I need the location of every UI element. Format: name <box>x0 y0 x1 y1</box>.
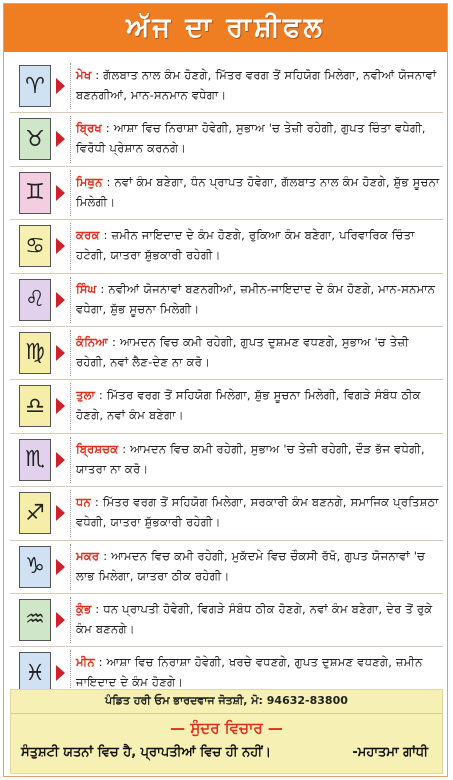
forecast-text: ਆਸ਼ਾ ਵਿਚ ਨਿਰਾਸ਼ਾ ਹੋਵੇਗੀ, ਸੁਭਾਅ 'ਚ ਤੇਜ਼ੀ ਰਹੇਗੀ, ਗੁਪਤ ਚਿੰਤਾ ਵਧੇਗੀ, ਵਿਰੋਧੀ ਪ੍ਰੇਸ਼ਾਨ ਕਰਨਗੇ। <box>76 121 426 156</box>
dotted-divider <box>70 544 71 590</box>
sign-row <box>10 327 443 380</box>
goat-icon: ♑ <box>19 546 51 588</box>
pointer-arrow-icon <box>56 665 65 681</box>
sign-row <box>10 541 443 594</box>
horoscope-panel <box>3 3 448 777</box>
sign-name: ਸਿੰਘ <box>76 281 97 296</box>
sign-name: ਮਕਰ <box>76 548 100 563</box>
page-title: ਅੱਜ ਦਾ ਰਾਸ਼ੀਫਲ <box>126 12 325 43</box>
name-separator: : <box>99 548 112 563</box>
thought-title: — ਸੁੰਦਰ ਵਿਚਾਰ — <box>170 719 283 737</box>
sign-forecast <box>76 546 441 586</box>
name-separator: : <box>94 655 107 670</box>
ram-icon: ♈ <box>19 65 51 107</box>
thought-quote: ਸੰਤੁਸ਼ਟੀ ਯਤਨਾਂ ਵਿਚ ਹੈ, ਪ੍ਰਾਪਤੀਆਂ ਵਿਚ ਹੀ ਨਹੀਂ। <box>21 745 271 760</box>
dotted-divider <box>70 383 71 429</box>
sign-row <box>10 487 443 540</box>
name-separator: : <box>91 68 104 82</box>
name-separator: : <box>118 441 131 456</box>
dotted-divider <box>70 597 71 643</box>
sign-forecast <box>76 492 441 532</box>
pointer-arrow-icon <box>56 612 65 628</box>
dotted-divider <box>70 63 71 109</box>
dotted-divider <box>70 490 71 536</box>
sign-name: ਮੇਖ <box>76 68 92 82</box>
footer-divider <box>11 713 442 714</box>
pointer-arrow-icon <box>56 559 65 575</box>
twins-icon: ♊ <box>19 172 51 214</box>
forecast-text: ਆਮਦਨ ਵਿਚ ਕਮੀ ਰਹੇਗੀ, ਮੁਕੱਦਮੇ ਵਿਚ ਚੌਕਸੀ ਰੱਖੋ, ਗੁਪਤ ਯੋਜਨਾਵਾਂ 'ਚ ਲਾਭ ਮਿਲੇਗਾ, ਯਾਤਰਾ ਠੀਕ ਰਹੇਗੀ। <box>76 548 426 583</box>
dotted-divider <box>70 277 71 323</box>
dotted-divider <box>70 330 71 376</box>
sign-row <box>10 220 443 273</box>
name-separator: : <box>108 334 120 349</box>
crab-icon: ♋ <box>19 225 51 267</box>
bull-icon: ♉ <box>19 118 51 160</box>
sign-row <box>10 167 443 220</box>
sign-name: ਤੁਲਾ <box>76 388 95 403</box>
forecast-text: ਮਿੱਤਰ ਵਰਗ ਤੋਂ ਸਹਿਯੋਗ ਮਿਲੇਗਾ, ਸ਼ੁੱਭ ਸੂਚਨਾ ਮਿਲੇਗੀ, ਵਿਗੜੇ ਸੰਬੰਧ ਠੀਕ ਹੋਣਗੇ, ਨਵਾਂ ਕੰਮ ਬਣੇਗਾ। <box>76 388 421 423</box>
sign-row <box>10 60 443 113</box>
sign-row <box>10 434 443 487</box>
sign-row <box>10 594 443 647</box>
fish-icon: ♓ <box>19 652 51 694</box>
sign-row <box>10 274 443 327</box>
sign-forecast <box>76 65 441 105</box>
dotted-divider <box>70 437 71 483</box>
name-separator: : <box>94 388 107 403</box>
pointer-arrow-icon <box>56 452 65 468</box>
sign-row <box>10 113 443 166</box>
sign-list <box>10 60 443 701</box>
forecast-text: ਆਮਦਨ ਵਿਚ ਕਮੀ ਰਹੇਗੀ, ਗੁਪਤ ਦੁਸ਼ਮਣ ਵਧਣਗੇ, ਸੁਭਾਅ 'ਚ ਤੇਜ਼ੀ ਰਹੇਗੀ, ਨਵਾਂ ਲੈਣ-ਦੇਣ ਨਾ ਕਰੋ। <box>76 334 409 369</box>
pointer-arrow-icon <box>56 505 65 521</box>
sign-forecast <box>76 225 441 265</box>
pointer-arrow-icon <box>56 185 65 201</box>
sign-name: ਬ੍ਰਿਸ਼ਚਕ <box>76 441 119 456</box>
name-separator: : <box>91 601 104 616</box>
forecast-text: ਨਵਾਂ ਕੰਮ ਬਣੇਗਾ, ਧੰਨ ਪ੍ਰਾਪਤ ਹੋਵੇਗਾ, ਗੱਲਬਾਤ ਨਾਲ ਕੰਮ ਹੋਣਗੇ, ਸ਼ੁੱਭ ਸੂਚਨਾ ਮਿਲੇਗੀ। <box>76 174 440 209</box>
astrologer-credit: ਪੰਡਿਤ ਹਰੀ ਓਮ ਭਾਰਦਵਾਜ ਜੋਤਸ਼ੀ, ਮੋ: 94632-83800 <box>105 694 348 707</box>
forecast-text: ਆਸ਼ਾ ਵਿਚ ਨਿਰਾਸ਼ਾ ਹੋਵੇਗੀ, ਖਰਚੇ ਵਧਣਗੇ, ਗੁਪਤ ਦੁਸ਼ਮਣ ਵਧਣਗੇ, ਜ਼ਮੀਨ ਜਾਇਦਾਦ ਦੇ ਕੰਮ ਹੋਣਗੇ। <box>76 655 423 690</box>
footer-box <box>10 689 443 774</box>
dotted-divider <box>70 223 71 269</box>
scorpion-icon: ♏ <box>19 439 51 481</box>
sign-name: ਮਿਥੁਨ <box>76 174 103 189</box>
name-separator: : <box>99 228 112 243</box>
pointer-arrow-icon <box>56 345 65 361</box>
thought-author: -ਮਹਾਤਮਾ ਗਾਂਧੀ <box>352 745 428 760</box>
pointer-arrow-icon <box>56 398 65 414</box>
sign-forecast <box>76 385 441 425</box>
name-separator: : <box>90 495 103 510</box>
sign-forecast <box>76 172 441 212</box>
sign-name: ਕਰਕ <box>76 228 100 243</box>
header-banner <box>4 4 447 52</box>
forecast-text: ਜ਼ਮੀਨ ਜਾਇਦਾਦ ਦੇ ਕੰਮ ਹੋਣਗੇ, ਰੁਕਿਆ ਕੰਮ ਬਣੇਗਾ, ਪਰਿਵਾਰਿਕ ਚਿੰਤਾ ਹਟੇਗੀ, ਯਾਤਰਾ ਸ਼ੁੱਭਕਾਰੀ ਰਹੇਗੀ। <box>76 228 415 263</box>
sign-forecast <box>76 118 441 158</box>
pointer-arrow-icon <box>56 78 65 94</box>
forecast-text: ਧਨ ਪ੍ਰਾਪਤੀ ਹੋਵੇਗੀ, ਵਿਗੜੇ ਸੰਬੰਧ ਠੀਕ ਹੋਣਗੇ, ਨਵਾਂ ਕੰਮ ਬਣੇਗਾ, ਦੇਰ ਤੋਂ ਰੁਕੇ ਕੰਮ ਬਣਨਗੇ। <box>76 601 433 636</box>
sign-forecast <box>76 439 441 479</box>
name-separator: : <box>101 121 114 136</box>
pointer-arrow-icon <box>56 131 65 147</box>
forecast-text: ਮਿੱਤਰ ਵਰਗ ਤੋਂ ਸਹਿਯੋਗ ਮਿਲੇਗਾ, ਸਰਕਾਰੀ ਕੰਮ ਬਣਨਗੇ, ਸਮਾਜਿਕ ਪ੍ਰਤਿਸ਼ਠਾ ਵਧੇਗੀ, ਯਾਤਰਾ ਸ਼ੁੱਭਕਾਰੀ ਰਹੇਗੀ। <box>76 495 439 530</box>
pointer-arrow-icon <box>56 238 65 254</box>
scales-icon: ♎ <box>19 385 51 427</box>
forecast-text: ਗੱਲਬਾਤ ਨਾਲ ਕੰਮ ਹੋਣਗੇ, ਮਿੱਤਰ ਵਰਗ ਤੋਂ ਸਹਿਯੋਗ ਮਿਲੇਗਾ, ਨਵੀਆਂ ਯੋਜਨਾਵਾਂ ਬਣਨਗੀਆਂ, ਮਾਨ-ਸਨਮਾਨ ਵਧੇਗਾ। <box>76 68 437 102</box>
name-separator: : <box>102 174 115 189</box>
lion-icon: ♌ <box>19 279 51 321</box>
dotted-divider <box>70 170 71 216</box>
forecast-text: ਆਮਦਨ ਵਿਚ ਕਮੀ ਰਹੇਗੀ, ਸੁਭਾਅ 'ਚ ਤੇਜ਼ੀ ਰਹੇਗੀ, ਦੌੜ ਭੱਜ ਵਧੇਗੀ, ਯਾਤਰਾ ਨਾ ਕਰੋ। <box>76 441 425 476</box>
sign-name: ਕੰਨਿਆ <box>76 334 109 349</box>
sign-name: ਬ੍ਰਿਖ <box>76 121 102 136</box>
sign-name: ਮੀਨ <box>76 655 95 670</box>
forecast-text: ਨਵੀਆਂ ਯੋਜਨਾਵਾਂ ਬਣਨਗੀਆਂ, ਜ਼ਮੀਨ-ਜਾਇਦਾਦ ਦੇ ਕੰਮ ਹੋਣਗੇ, ਮਾਨ-ਸਨਮਾਨ ਵਧੇਗਾ, ਸ਼ੁੱਭ ਸੂਚਨਾ ਮਿਲੇਗੀ। <box>76 281 436 316</box>
sign-forecast <box>76 279 441 319</box>
sign-forecast <box>76 599 441 639</box>
water-bearer-icon: ♒ <box>19 599 51 641</box>
name-separator: : <box>96 281 109 296</box>
sign-name: ਧਨ <box>76 495 91 510</box>
sign-forecast <box>76 332 441 372</box>
archer-icon: ♐ <box>19 492 51 534</box>
sign-row <box>10 380 443 433</box>
dotted-divider <box>70 116 71 162</box>
maiden-icon: ♍ <box>19 332 51 374</box>
sign-name: ਕੁੰਭ <box>76 601 92 616</box>
pointer-arrow-icon <box>56 292 65 308</box>
sign-forecast <box>76 652 441 692</box>
